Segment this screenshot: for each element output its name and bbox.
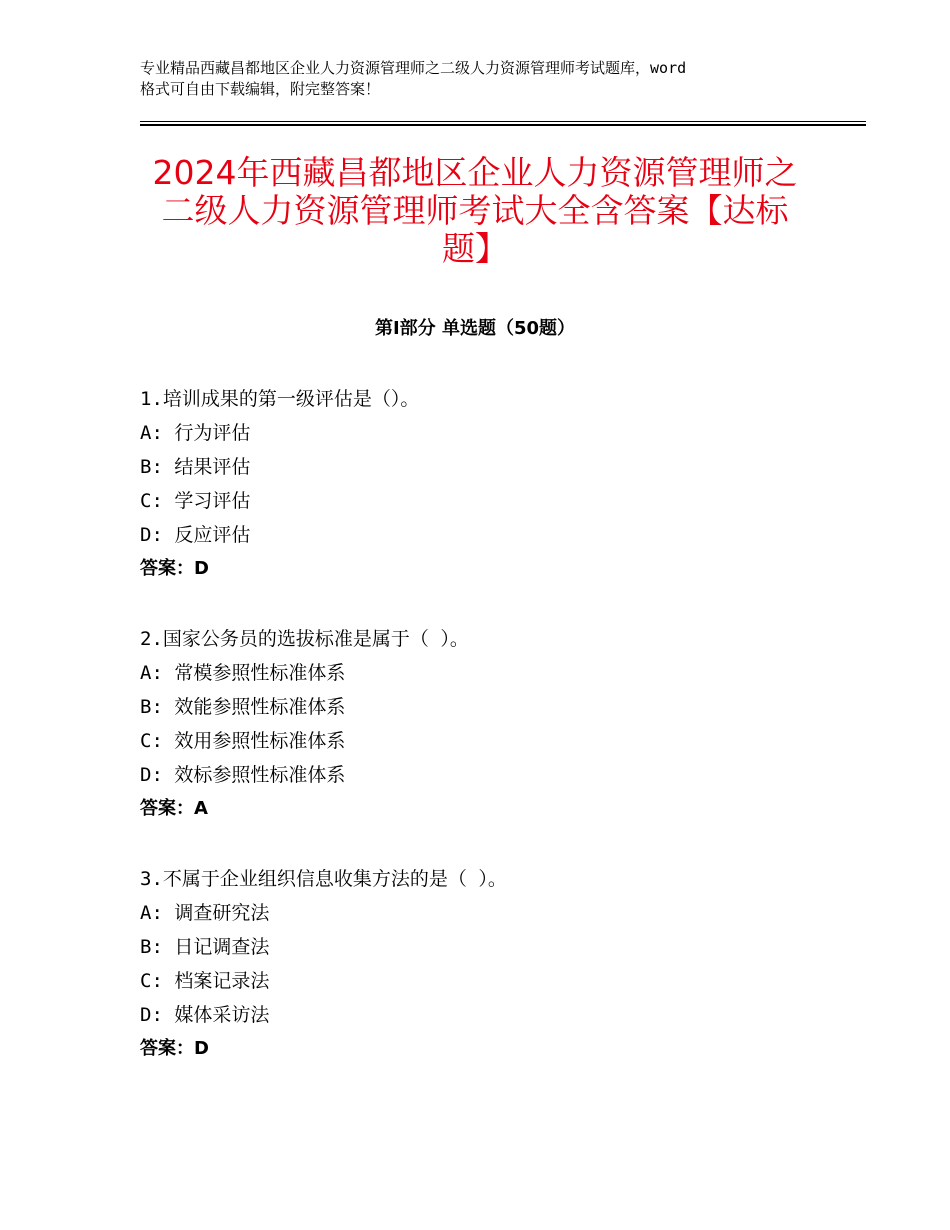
question-3 [140,862,840,1066]
option-b: B: 日记调查法 [140,936,270,958]
option-c: C: 效用参照性标准体系 [140,730,346,752]
option-a: A: 调查研究法 [140,902,270,924]
question-1 [140,382,840,586]
question-stem: 1.培训成果的第一级评估是（）。 [140,388,420,410]
option-a: A: 行为评估 [140,422,251,444]
document-title-line-2: 二级人力资源管理师考试大全含答案【达标 [161,191,789,230]
question-2 [140,622,840,826]
option-c: C: 档案记录法 [140,970,270,992]
document-title-line-3: 题】 [442,229,508,268]
answer-line: 答案：A [140,798,208,819]
document-title-line-1: 2024年西藏昌都地区企业人力资源管理师之 [152,153,798,192]
question-stem: 3.不属于企业组织信息收集方法的是（ ）。 [140,868,507,890]
question-list [140,382,840,1102]
header-note-line-1: 专业精品西藏昌都地区企业人力资源管理师之二级人力资源管理师考试题库，word [140,59,687,77]
question-stem: 2.国家公务员的选拔标准是属于（ ）。 [140,628,469,650]
option-d: D: 媒体采访法 [140,1004,270,1026]
option-b: B: 结果评估 [140,456,251,478]
section-heading: 第Ⅰ部分 单选题（50题） [374,318,575,339]
header-note-line-2: 格式可自由下载编辑，附完整答案！ [140,80,381,98]
header-note [140,58,830,100]
answer-line: 答案：D [140,558,209,579]
header-divider-thin [140,121,866,122]
option-d: D: 反应评估 [140,524,251,546]
header-divider-thick [140,124,866,126]
option-c: C: 学习评估 [140,490,251,512]
option-b: B: 效能参照性标准体系 [140,696,346,718]
option-a: A: 常模参照性标准体系 [140,662,346,684]
option-d: D: 效标参照性标准体系 [140,764,346,786]
answer-line: 答案：D [140,1038,209,1059]
document-title [120,154,830,268]
